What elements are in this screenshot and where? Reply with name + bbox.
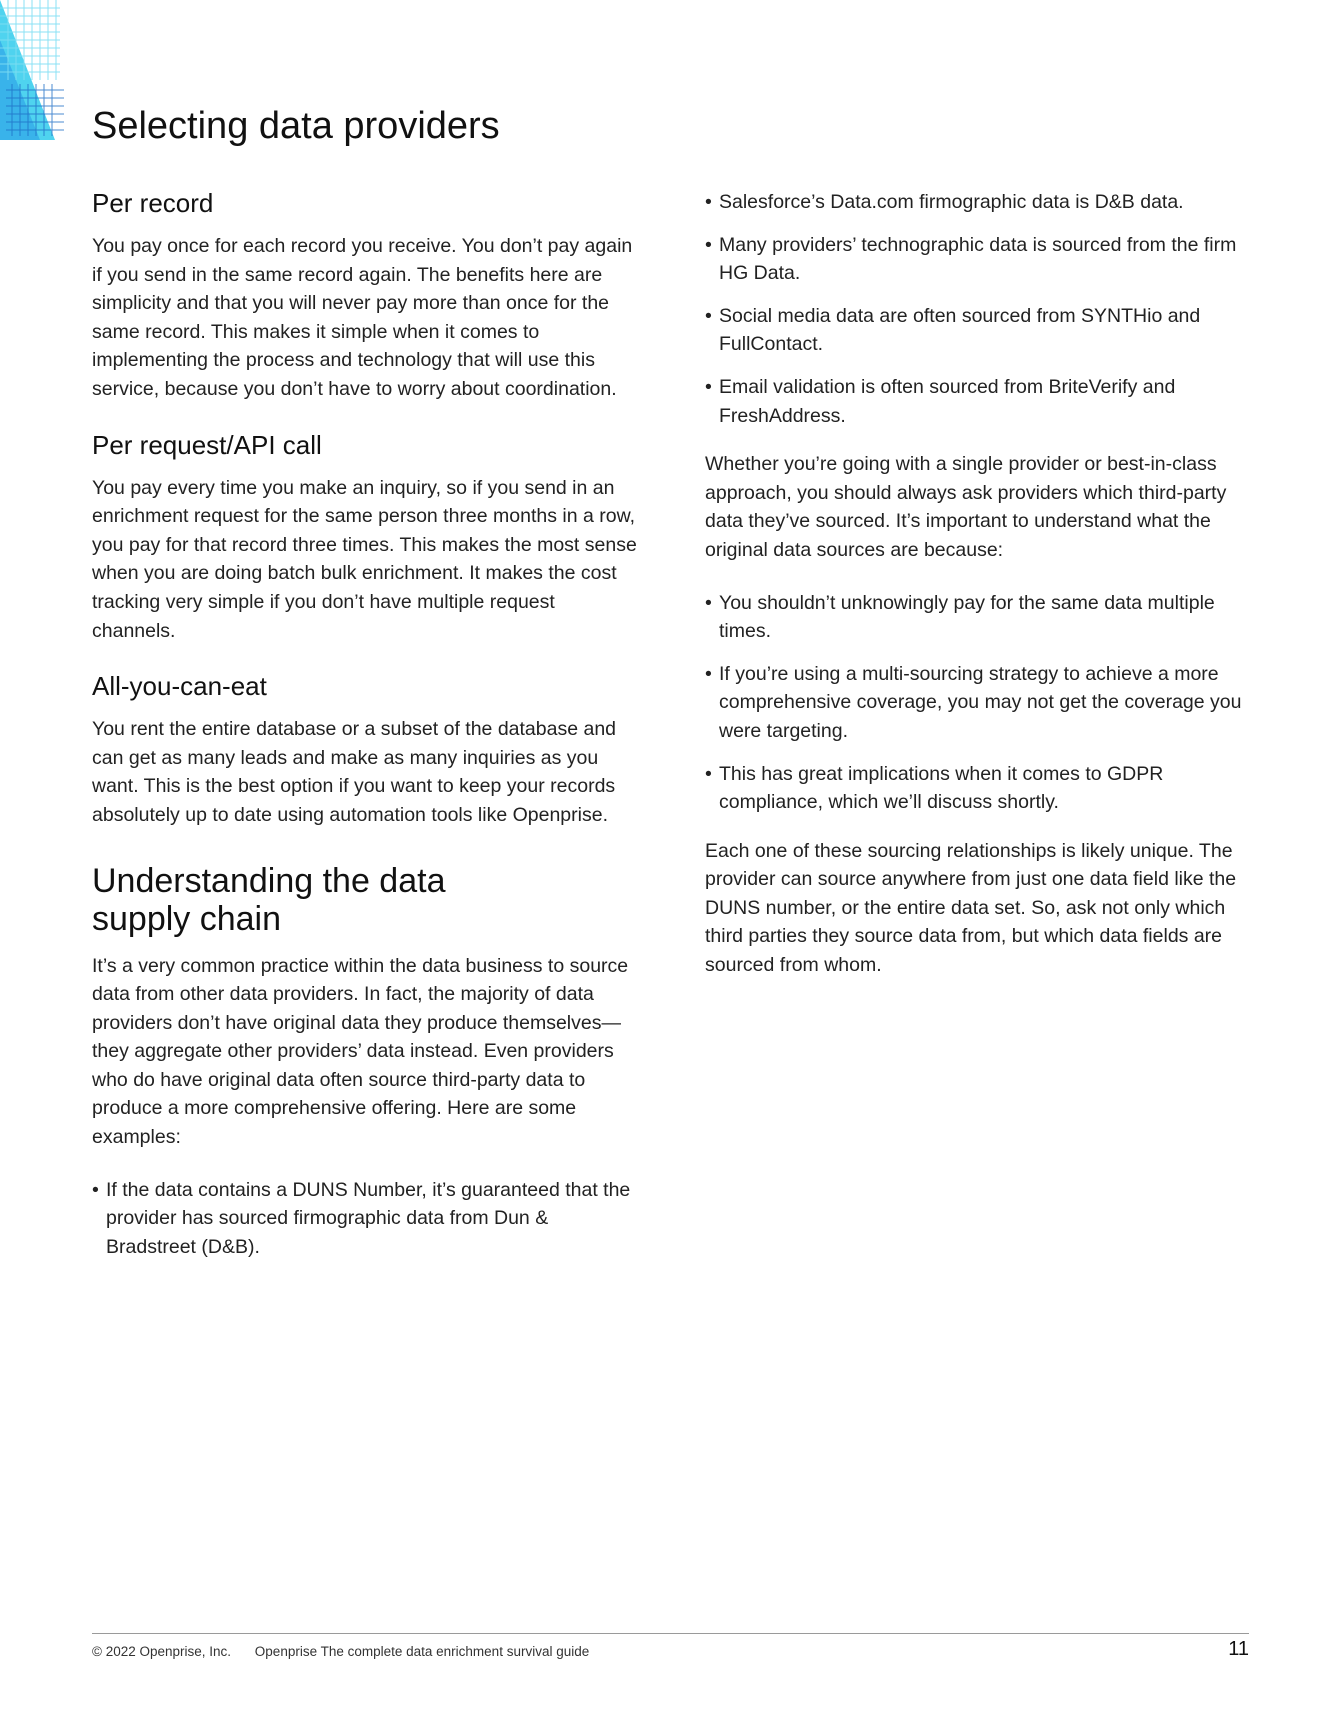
bullet-icon: • [705,233,712,256]
sourcing-relationships-paragraph: Each one of these sourcing relationships is likely unique. The provider can source anywhere from just one data field like the DUNS number, or the entire data set. So, ask not only which third parties they source data from, but which data fields are sourced from whom. [705,839,1237,977]
right-column [705,188,1253,1004]
list-item: • If you’re using a multi-sourcing strategy to achieve a more comprehensive coverage, you may not get the coverage you were targeting. [705,660,1253,746]
list-item: • Social media data are often sourced from SYNTHio and FullContact. [705,302,1253,359]
footer-divider [92,1633,1249,1634]
footer [92,1644,589,1659]
page-number: 11 [1228,1638,1249,1660]
per-request-text: You pay every time you make an inquiry, so if you send in an enrichment request for the same person three months in a row, you pay for that record three times. This makes the most sense when you are doing batch bulk enrichment. It makes the cost tracking very simple if you don’t have multiple request channels. [92,476,637,642]
all-you-can-eat-heading: All-you-can-eat [92,671,267,702]
footer-copyright: © 2022 Openprise, Inc. [92,1644,232,1659]
list-item: • You shouldn’t unknowingly pay for the same data multiple times. [705,589,1253,646]
left-column [92,186,637,1281]
bullet-icon: • [705,662,712,685]
bullet-icon: • [705,375,712,398]
list-item: • If the data contains a DUNS Number, it’s guaranteed that the provider has sourced firmographic data from Dun & Bradstreet (D&B). [92,1176,637,1262]
reasons-bullets [705,589,1253,817]
supply-chain-bullets [92,1176,637,1262]
supply-chain-heading-line2: supply chain [92,899,282,938]
supply-chain-text: It’s a very common practice within the data business to source data from other data providers. In fact, the majority of data providers don’t have original data they produce themselves—they aggregate other providers’ data instead. Even providers who do have original data often source third-party data to produce a more comprehensive offering. Here are some examples: [92,954,629,1149]
all-you-can-eat-text: You rent the entire database or a subset of the database and can get as many leads and make as many inquiries as you want. This is the best option if you want to keep your records absolutely up to date using automation tools like Openprise. [92,718,617,826]
list-item: • Many providers’ technographic data is sourced from the firm HG Data. [705,231,1253,288]
bullet-icon: • [705,304,712,327]
per-record-heading: Per record [92,188,214,218]
source-examples-bullets [705,188,1253,430]
per-record-text: You pay once for each record you receive. You don’t pay again if you send in the same record again. The benefits here are simplicity and that you will never pay more than once for the same record. This makes it simple when it comes to implementing the process and technology that will use this service, because you don’t have to worry about coordination. [92,235,633,400]
corner-decoration [0,0,70,140]
list-item: • Email validation is often sourced from BriteVerify and FreshAddress. [705,373,1253,430]
per-request-heading: Per request/API call [92,429,322,460]
list-item: • This has great implications when it comes to GDPR compliance, which we’ll discuss shortly. [705,760,1253,817]
third-party-paragraph: Whether you’re going with a single provider or best-in-class approach, you should always ask providers which third-party data they’ve sourced. It’s important to understand what the original data sources are because: [705,453,1227,561]
bullet-icon: • [705,191,712,213]
list-item: • Salesforce’s Data.com firmographic data is D&B data. [705,188,1253,217]
bullet-icon: • [705,762,712,785]
bullet-icon: • [92,1178,99,1201]
footer-guide-title: Openprise The complete data enrichment survival guide [254,1644,590,1659]
bullet-icon: • [705,591,712,614]
page-title: Selecting data providers [92,105,500,147]
supply-chain-heading-line1: Understanding the data [92,861,446,900]
supply-chain-heading [92,862,637,938]
